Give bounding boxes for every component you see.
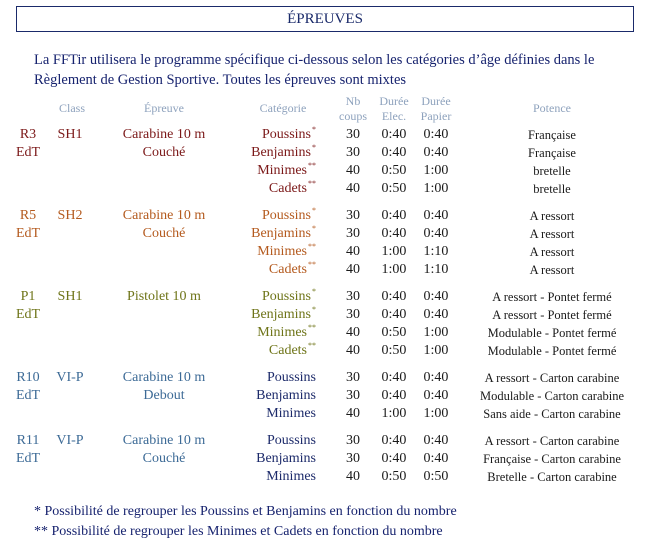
shot-count: 30 (346, 226, 360, 241)
category-footnote-marker: ** (308, 179, 316, 189)
category-footnote-marker: * (312, 287, 316, 297)
duration-paper: 1:00 (423, 181, 449, 196)
event-code-edt: EdT (15, 226, 41, 241)
shot-count: 30 (346, 208, 360, 223)
category-label: Cadets (268, 181, 307, 196)
category-cell (228, 126, 316, 144)
category-label: Benjamins (251, 307, 311, 322)
duration-electronic: 0:50 (381, 343, 407, 358)
category-label: Poussins (261, 289, 311, 304)
event-code: R3 (19, 127, 37, 142)
duration-paper: 1:10 (423, 262, 449, 277)
duration-electronic: 1:00 (381, 244, 407, 259)
duration-electronic: 0:50 (381, 469, 407, 484)
potence-type: Française (528, 128, 576, 142)
event-class: SH1 (57, 127, 83, 142)
potence-type: bretelle (533, 164, 571, 178)
category-cell (228, 261, 316, 279)
category-footnote-marker: * (312, 224, 316, 234)
potence-type: A ressort - Carton carabine (484, 371, 620, 385)
category-cell (228, 180, 316, 198)
category-label: Cadets (268, 343, 307, 358)
duration-electronic: 0:50 (381, 181, 407, 196)
category-label: Minimes (257, 244, 307, 259)
category-label: Minimes (257, 163, 307, 178)
duration-electronic: 0:40 (381, 127, 407, 142)
shot-count: 30 (346, 451, 360, 466)
event-code-edt: EdT (15, 145, 41, 160)
potence-type: A ressort (529, 245, 575, 259)
category-cell (228, 288, 316, 306)
duration-paper: 0:40 (423, 127, 449, 142)
category-cell (228, 306, 316, 324)
category-label: Poussins (261, 127, 311, 142)
header-class: Class (58, 101, 85, 115)
potence-type: A ressort - Carton carabine (484, 434, 620, 448)
duration-paper: 0:40 (423, 226, 449, 241)
footnote-2: ** Possibilité de regrouper les Minimes et Cadets en fonction du nombre (34, 524, 443, 539)
category-cell (228, 207, 316, 225)
category-footnote-marker: * (312, 305, 316, 315)
event-name: Pistolet 10 m (127, 289, 201, 304)
event-position: Couché (142, 226, 186, 241)
category-footnote-marker: ** (308, 341, 316, 351)
shot-count: 30 (346, 388, 360, 403)
category-footnote-marker: * (312, 143, 316, 153)
duration-electronic: 0:40 (381, 307, 407, 322)
footnote-1: * Possibilité de regrouper les Poussins et Benjamins en fonction du nombre (34, 504, 457, 519)
event-code-edt: EdT (15, 388, 41, 403)
potence-type: Modulable - Pontet fermé (487, 326, 617, 340)
category-label: Poussins (261, 208, 311, 223)
shot-count: 30 (346, 145, 360, 160)
category-cell (228, 468, 316, 486)
header-nb-line2: coups (339, 109, 367, 123)
category-cell (228, 432, 316, 450)
duration-electronic: 0:40 (381, 451, 407, 466)
duration-electronic: 0:40 (381, 388, 407, 403)
potence-type: Française (528, 146, 576, 160)
category-label: Minimes (266, 469, 316, 484)
duration-paper: 1:00 (423, 325, 449, 340)
category-cell (228, 450, 316, 468)
category-cell (228, 144, 316, 162)
event-class: SH2 (57, 208, 83, 223)
shot-count: 40 (346, 469, 360, 484)
category-label: Minimes (266, 406, 316, 421)
category-cell (228, 243, 316, 261)
header-elec-line2: Elec. (381, 109, 407, 123)
event-position: Couché (142, 145, 186, 160)
category-label: Benjamins (251, 226, 311, 241)
duration-electronic: 1:00 (381, 406, 407, 421)
intro-paragraph: La FFTir utilisera le programme spécifique ci-dessous selon les catégories d’âge définies dans le Règlement de Gestion Sportive. Toutes les épreuves sont mixtes (34, 52, 595, 88)
potence-type: Modulable - Pontet fermé (487, 344, 617, 358)
category-cell (228, 225, 316, 243)
category-cell (228, 324, 316, 342)
header-categorie: Catégorie (259, 101, 307, 115)
duration-paper: 1:00 (423, 163, 449, 178)
category-footnote-marker: ** (308, 242, 316, 252)
event-position: Debout (143, 388, 185, 403)
duration-electronic: 1:00 (381, 262, 407, 277)
duration-paper: 1:00 (423, 343, 449, 358)
potence-type: bretelle (533, 182, 571, 196)
category-cell (228, 162, 316, 180)
header-potence: Potence (533, 101, 571, 115)
duration-paper: 0:40 (423, 451, 449, 466)
event-code-edt: EdT (15, 307, 41, 322)
potence-type: Sans aide - Carton carabine (483, 407, 621, 421)
duration-paper: 1:00 (423, 406, 449, 421)
header-nb-line1: Nb (345, 94, 361, 108)
category-footnote-marker: * (312, 125, 316, 135)
potence-type: Modulable - Carton carabine (479, 389, 625, 403)
shot-count: 30 (346, 307, 360, 322)
potence-type: Française - Carton carabine (483, 452, 621, 466)
duration-paper: 0:40 (423, 145, 449, 160)
category-label: Benjamins (256, 388, 316, 403)
duration-paper: 0:40 (423, 289, 449, 304)
duration-electronic: 0:40 (381, 208, 407, 223)
event-name: Carabine 10 m (122, 370, 206, 385)
header-elec (374, 94, 414, 124)
duration-electronic: 0:40 (381, 289, 407, 304)
shot-count: 30 (346, 433, 360, 448)
event-code: R5 (19, 208, 37, 223)
page-title: ÉPREUVES (16, 6, 634, 32)
event-class: SH1 (57, 289, 83, 304)
category-cell (228, 342, 316, 360)
duration-paper: 0:40 (423, 307, 449, 322)
shot-count: 40 (346, 325, 360, 340)
duration-electronic: 0:40 (381, 145, 407, 160)
event-position: Couché (142, 451, 186, 466)
duration-electronic: 0:50 (381, 325, 407, 340)
category-label: Poussins (266, 370, 316, 385)
duration-paper: 0:40 (423, 433, 449, 448)
shot-count: 30 (346, 289, 360, 304)
duration-electronic: 0:50 (381, 163, 407, 178)
duration-paper: 0:40 (423, 208, 449, 223)
event-class: VI-P (56, 370, 84, 385)
category-cell (228, 405, 316, 423)
category-label: Benjamins (256, 451, 316, 466)
shot-count: 30 (346, 370, 360, 385)
shot-count: 40 (346, 343, 360, 358)
event-name: Carabine 10 m (122, 208, 206, 223)
duration-electronic: 0:40 (381, 370, 407, 385)
event-code: P1 (20, 289, 36, 304)
category-label: Poussins (266, 433, 316, 448)
shot-count: 40 (346, 244, 360, 259)
duration-electronic: 0:40 (381, 433, 407, 448)
shot-count: 40 (346, 181, 360, 196)
potence-type: A ressort (529, 209, 575, 223)
category-cell (228, 369, 316, 387)
event-class: VI-P (56, 433, 84, 448)
potence-type: A ressort (529, 263, 575, 277)
category-footnote-marker: ** (308, 323, 316, 333)
category-cell (228, 387, 316, 405)
shot-count: 40 (346, 406, 360, 421)
duration-paper: 0:40 (423, 388, 449, 403)
category-footnote-marker: ** (308, 161, 316, 171)
footnotes (34, 502, 457, 542)
event-code: R10 (16, 370, 40, 385)
event-name: Carabine 10 m (122, 433, 206, 448)
shot-count: 30 (346, 127, 360, 142)
potence-type: A ressort (529, 227, 575, 241)
potence-type: Bretelle - Carton carabine (487, 470, 617, 484)
duration-electronic: 0:40 (381, 226, 407, 241)
header-papier (414, 94, 458, 124)
header-epreuve: Épreuve (144, 101, 184, 115)
category-label: Benjamins (251, 145, 311, 160)
header-papier-line2: Papier (420, 109, 452, 123)
potence-type: A ressort - Pontet fermé (492, 290, 612, 304)
header-nb (333, 94, 373, 124)
shot-count: 40 (346, 163, 360, 178)
event-name: Carabine 10 m (122, 127, 206, 142)
duration-paper: 0:50 (423, 469, 449, 484)
category-footnote-marker: * (312, 206, 316, 216)
duration-paper: 1:10 (423, 244, 449, 259)
event-code-edt: EdT (15, 451, 41, 466)
shot-count: 40 (346, 262, 360, 277)
header-papier-line1: Durée (421, 94, 451, 108)
potence-type: A ressort - Pontet fermé (492, 308, 612, 322)
event-code: R11 (16, 433, 40, 448)
category-label: Cadets (268, 262, 307, 277)
category-footnote-marker: ** (308, 260, 316, 270)
category-label: Minimes (257, 325, 307, 340)
header-elec-line1: Durée (379, 94, 409, 108)
duration-paper: 0:40 (423, 370, 449, 385)
